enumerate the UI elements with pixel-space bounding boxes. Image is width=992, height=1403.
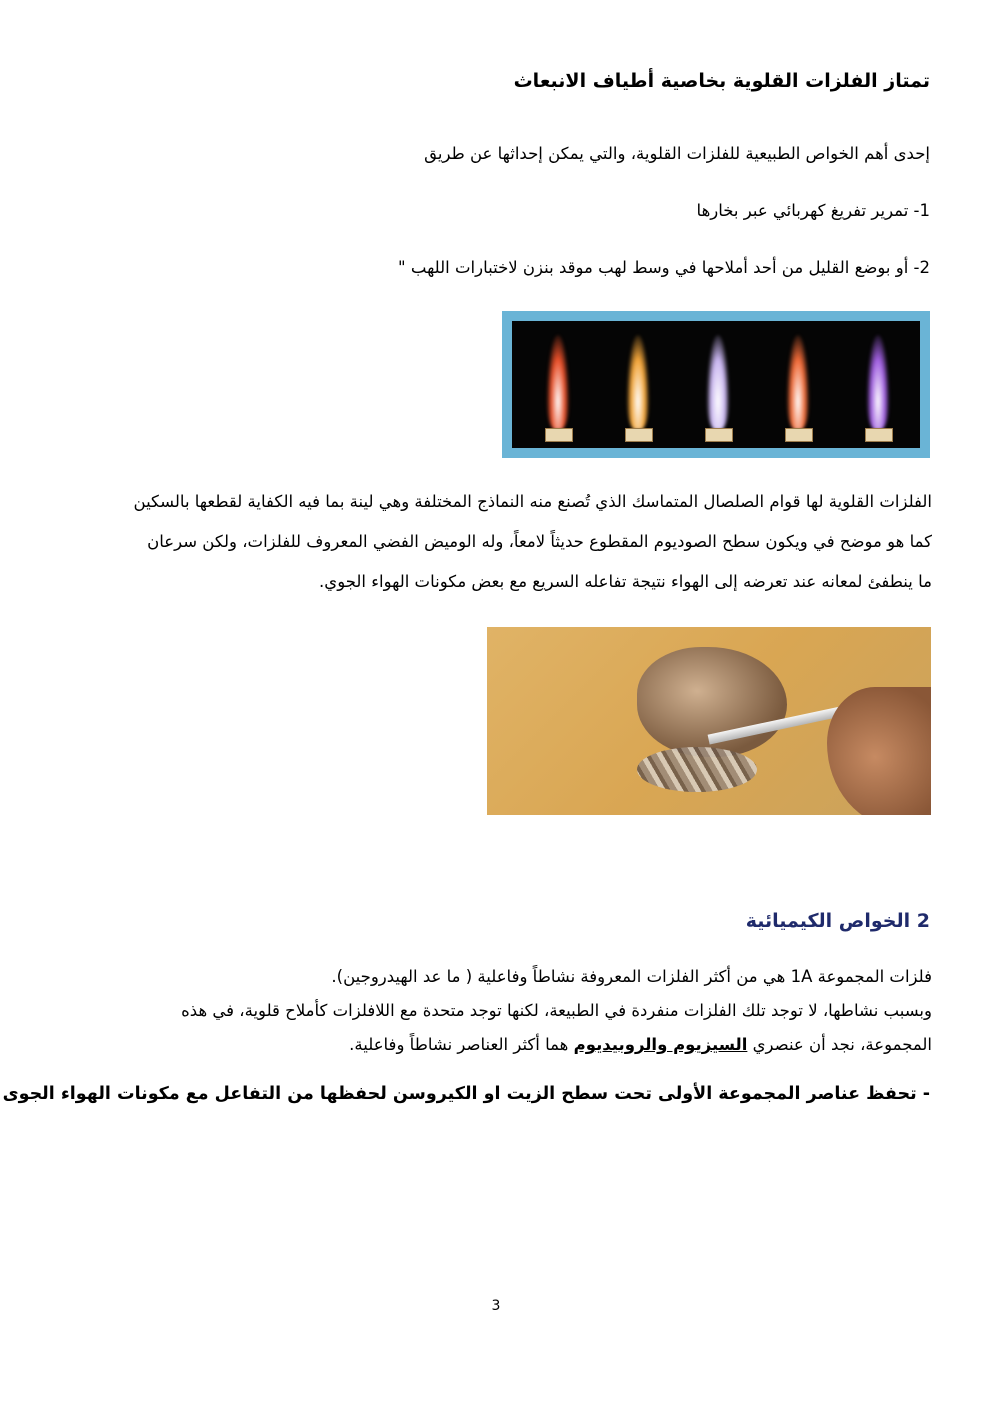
chemical-line-3-before: المجموعة، نجد أن عنصري [747, 1035, 932, 1054]
flame-test-photo [502, 311, 930, 458]
flame-test-photo-inner [512, 321, 920, 448]
flame-4 [787, 335, 809, 430]
flame-5 [867, 335, 889, 430]
burner-3 [705, 428, 733, 442]
chemical-line-2: وبسبب نشاطها، لا توجد تلك الفلزات منفردة في الطبيعة، لكنها توجد متحدة مع اللافلزات كأملاح قلوية، في هذه [181, 1001, 932, 1020]
description-line-3: ما ينطفئ لمعانه عند تعرضه إلى الهواء نتيجة تفاعله السريع مع بعض مكونات الهواء الجوي. [319, 572, 932, 591]
method-2: 2- أو بوضع القليل من أحد أملاحها في وسط لهب موقد بنزن لاختبارات اللهب " [398, 258, 930, 277]
burner-1 [545, 428, 573, 442]
chemical-line-1: فلزات المجموعة 1A هي من أكثر الفلزات المعروفة نشاطاً وفاعلية ( ما عد الهيدروجين). [331, 967, 932, 986]
chemical-line-3-after: هما أكثر العناصر نشاطاً وفاعلية. [349, 1035, 574, 1054]
description-paragraph [62, 482, 932, 602]
description-line-2: كما هو موضح في ويكون سطح الصوديوم المقطوع حديثاً لامعاً، وله الوميض الفضي المعروف للفلزات، ولكن سرعان [147, 532, 932, 551]
burner-4 [785, 428, 813, 442]
cesium-rubidium-underlined: السيزيوم والروبيديوم [573, 1035, 748, 1054]
page-heading: تمتاز الفلزات القلوية بخاصية أطياف الانبعاث [513, 70, 930, 92]
burner-2 [625, 428, 653, 442]
method-1: 1- تمرير تفريغ كهربائي عبر بخارها [696, 201, 930, 220]
burner-5 [865, 428, 893, 442]
flame-2 [627, 335, 649, 430]
sodium-shavings [637, 747, 757, 792]
section-title-text: الخواص الكيميائية [745, 910, 911, 932]
flame-1 [547, 335, 569, 430]
intro-line: إحدى أهم الخواص الطبيعية للفلزات القلوية، والتي يمكن إحداثها عن طريق [424, 144, 930, 163]
flame-3 [707, 335, 729, 430]
hand [827, 687, 931, 815]
sodium-cutting-photo [487, 627, 931, 815]
section-title [746, 910, 930, 932]
chemical-paragraph [62, 960, 932, 1062]
chemical-line-3 [62, 1028, 932, 1062]
section-number: 2 [916, 910, 930, 932]
storage-note: - تحفظ عناصر المجموعة الأولى تحت سطح الزيت او الكيروسن لحفظها من التفاعل مع مكونات الهواء الجوى [2, 1084, 930, 1104]
description-line-1: الفلزات القلوية لها قوام الصلصال المتماسك الذي تُصنع منه النماذج المختلفة وهي لينة بما فيه الكفاية لقطعها بالسكين [133, 492, 932, 511]
page-number: 3 [491, 1298, 501, 1314]
